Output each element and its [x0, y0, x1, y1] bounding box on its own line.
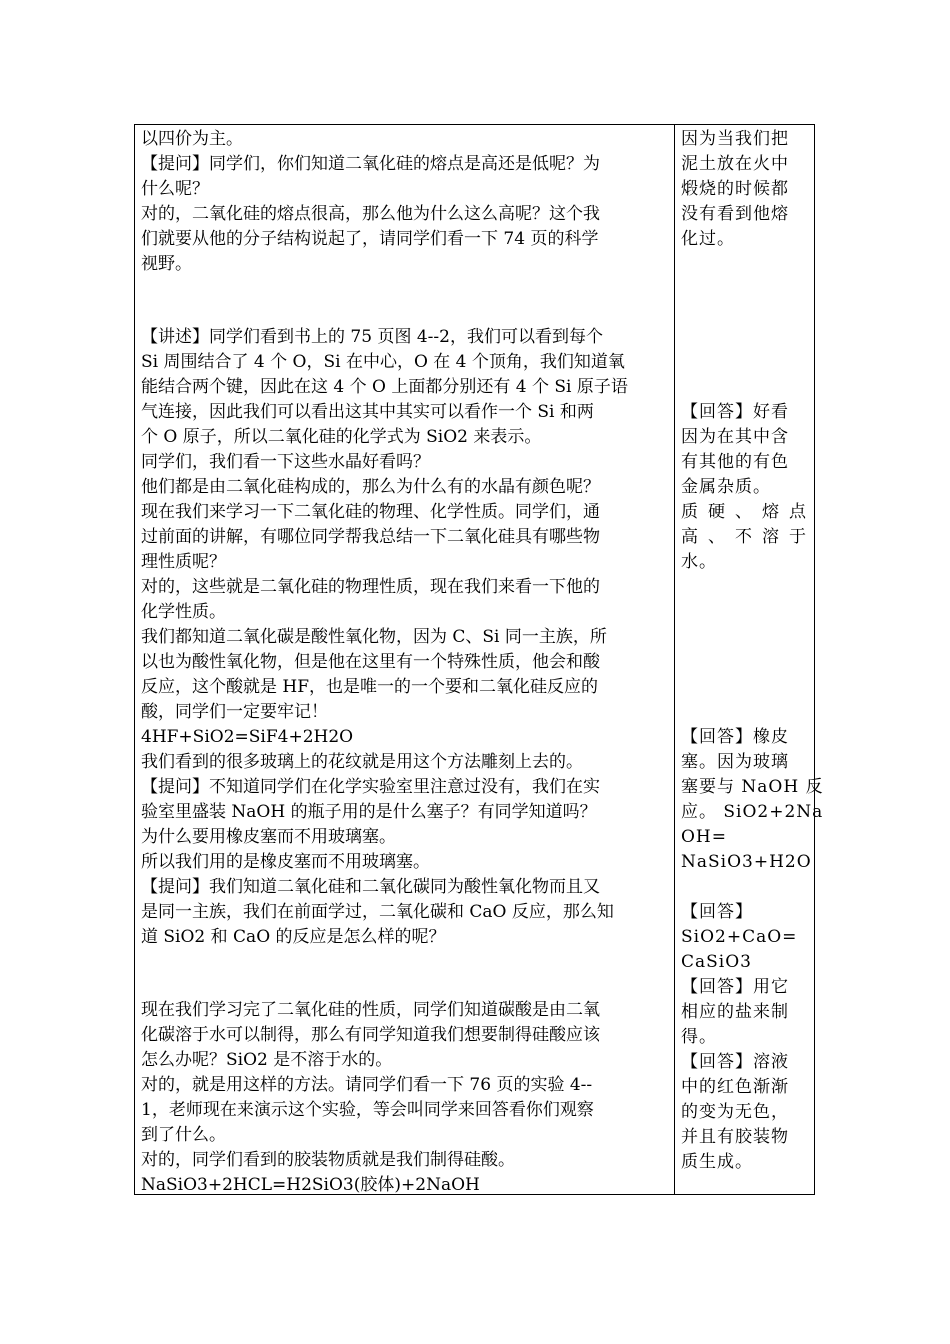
teacher-line: 以也为酸性氧化物，但是他在这里有一个特殊性质，他会和酸 [141, 652, 600, 672]
student-line: NaSiO3+H2O [681, 852, 812, 872]
teacher-line: 对的，同学们看到的胶装物质就是我们制得硅酸。 [141, 1150, 515, 1170]
teacher-line: 怎么办呢？SiO2 是不溶于水的。 [141, 1050, 393, 1070]
teacher-line: 是同一主族，我们在前面学过，二氧化碳和 CaO 反应，那么知 [141, 902, 614, 922]
student-line: 并且有胶装物 [681, 1127, 789, 1147]
teacher-line: 【提问】不知道同学们在化学实验室里注意过没有，我们在实 [141, 777, 600, 797]
teacher-line: 们就要从他的分子结构说起了，请同学们看一下 74 页的科学 [141, 229, 599, 249]
teacher-line: 为什么要用橡皮塞而不用玻璃塞。 [141, 827, 396, 847]
teacher-line: 我们看到的很多玻璃上的花纹就是用这个方法雕刻上去的。 [141, 752, 583, 772]
teacher-line: 我们都知道二氧化碳是酸性氧化物，因为 C、Si 同一主族，所 [141, 627, 607, 647]
student-line: 煅烧的时候都 [681, 179, 789, 199]
teacher-line: 【讲述】同学们看到书上的 75 页图 4--2，我们可以看到每个 [141, 327, 603, 347]
student-line: 质 硬 、 熔 点 [681, 502, 807, 522]
teacher-line: 现在我们学习完了二氧化硅的性质，同学们知道碳酸是由二氧 [141, 1000, 600, 1020]
student-line: 【回答】 [681, 902, 753, 922]
teacher-line: 视野。 [141, 254, 192, 274]
student-line: 有其他的有色 [681, 452, 789, 472]
student-line: 塞要与 NaOH 反 [681, 777, 824, 797]
student-line: 高 、 不 溶 于 [681, 527, 807, 547]
student-line: 【回答】溶液 [681, 1052, 789, 1072]
teacher-line: 到了什么。 [141, 1125, 226, 1145]
teacher-line: 个 O 原子，所以二氧化硅的化学式为 SiO2 来表示。 [141, 427, 542, 447]
teacher-line: 气连接，因此我们可以看出这其中其实可以看作一个 Si 和两 [141, 402, 594, 422]
student-line: 【回答】橡皮 [681, 727, 789, 747]
teacher-line: 所以我们用的是橡皮塞而不用玻璃塞。 [141, 852, 430, 872]
teacher-line: 过前面的讲解，有哪位同学帮我总结一下二氧化硅具有哪些物 [141, 527, 600, 547]
student-line: 质生成。 [681, 1152, 753, 1172]
equation-line: 4HF+SiO2=SiF4+2H2O [141, 727, 354, 747]
teacher-line: 现在我们来学习一下二氧化硅的物理、化学性质。同学们，通 [141, 502, 600, 522]
teacher-line: Si 周围结合了 4 个 O，Si 在中心，O 在 4 个顶角，我们知道氧 [141, 352, 625, 372]
teacher-line: 同学们，我们看一下这些水晶好看吗？ [141, 452, 430, 472]
student-line: 中的红色渐渐 [681, 1077, 789, 1097]
teacher-line: 什么呢？ [141, 179, 209, 199]
teacher-line: 他们都是由二氧化硅构成的，那么为什么有的水晶有颜色呢？ [141, 477, 600, 497]
teacher-line: 对的，这些就是二氧化硅的物理性质，现在我们来看一下他的 [141, 577, 600, 597]
teacher-line: 反应，这个酸就是 HF，也是唯一的一个要和二氧化硅反应的 [141, 677, 599, 697]
student-line: 因为当我们把 [681, 129, 789, 149]
teacher-line: 能结合两个键，因此在这 4 个 O 上面都分别还有 4 个 Si 原子语 [141, 377, 628, 397]
student-line: 化过。 [681, 229, 735, 249]
student-line: 【回答】用它 [681, 977, 789, 997]
student-line: 金属杂质。 [681, 477, 771, 497]
student-line: OH= [681, 827, 728, 847]
teacher-line: 理性质呢？ [141, 552, 226, 572]
student-line: 因为在其中含 [681, 427, 789, 447]
student-line: 泥土放在火中 [681, 154, 789, 174]
teacher-line: 化学性质。 [141, 602, 226, 622]
teacher-line: 对的，二氧化硅的熔点很高，那么他为什么这么高呢？这个我 [141, 204, 600, 224]
student-line: SiO2+CaO= [681, 927, 798, 947]
student-line: 相应的盐来制 [681, 1002, 789, 1022]
teacher-line: 化碳溶于水可以制得，那么有同学知道我们想要制得硅酸应该 [141, 1025, 600, 1045]
teacher-line: 1，老师现在来演示这个实验，等会叫同学来回答看你们观察 [141, 1100, 594, 1120]
teacher-line: 【提问】我们知道二氧化硅和二氧化碳同为酸性氧化物而且又 [141, 877, 600, 897]
student-line: 水。 [681, 552, 717, 572]
teacher-line: 酸，同学们一定要牢记！ [141, 702, 328, 722]
teacher-line: 以四价为主。 [141, 129, 243, 149]
student-line: 【回答】好看 [681, 402, 789, 422]
teacher-line: 道 SiO2 和 CaO 的反应是怎么样的呢？ [141, 927, 446, 947]
student-line: CaSiO3 [681, 952, 752, 972]
teacher-line: 验室里盛装 NaOH 的瓶子用的是什么塞子？有同学知道吗？ [141, 802, 597, 822]
student-line: 没有看到他熔 [681, 204, 789, 224]
student-line: 应。 SiO2+2Na [681, 802, 824, 822]
lesson-table [134, 124, 824, 1195]
teacher-line: 【提问】同学们，你们知道二氧化硅的熔点是高还是低呢？为 [141, 154, 600, 174]
student-line: 得。 [681, 1027, 717, 1047]
column-divider [674, 125, 675, 1194]
student-line: 塞。因为玻璃 [681, 752, 789, 772]
teacher-line: 对的，就是用这样的方法。请同学们看一下 76 页的实验 4-- [141, 1075, 593, 1095]
student-line: 的变为无色， [681, 1102, 789, 1122]
equation-line: NaSiO3+2HCL=H2SiO3(胶体)+2NaOH [141, 1175, 480, 1195]
